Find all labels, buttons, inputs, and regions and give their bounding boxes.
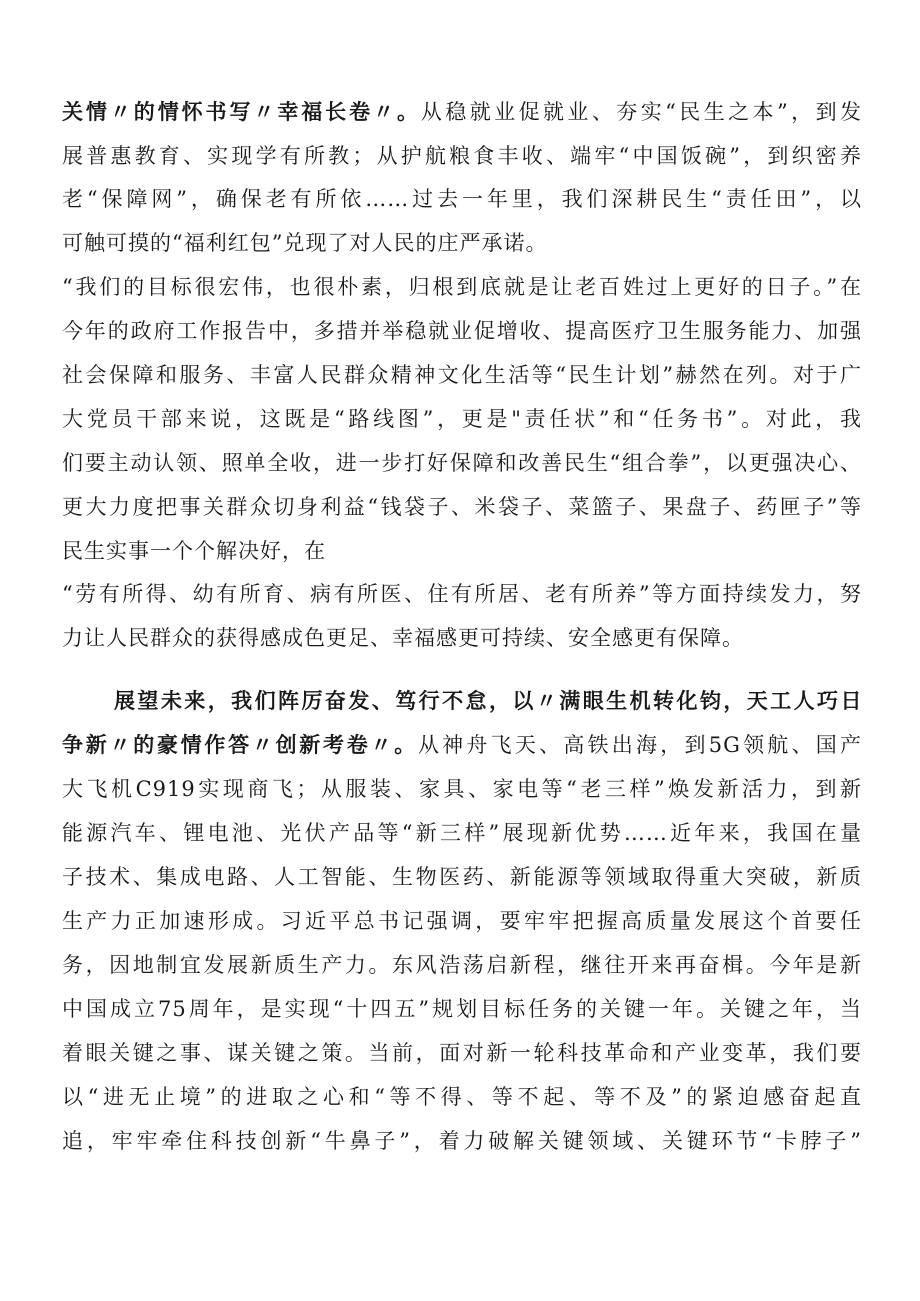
body-text: 更大力度把事关群众切身利益“钱袋子、米袋子、菜篮子、果盘子、药匣子”等 bbox=[62, 495, 862, 519]
body-text: 们要主动认领、照单全收，进一步打好保障和改善民生“组合拳”，以更强决心、 bbox=[62, 451, 862, 475]
paragraph-2-line-6 bbox=[62, 492, 862, 522]
body-text: 中国成立75周年，是实现“十四五”规划目标任务的关键一年。关键之年，当 bbox=[62, 997, 862, 1021]
paragraph-2-line-3 bbox=[62, 360, 862, 390]
body-text: 生产力正加速形成。习近平总书记强调，要牢牢把握高质量发展这个首要任 bbox=[62, 909, 862, 933]
paragraph-3-line-2 bbox=[62, 730, 862, 760]
paragraph-2-line-8 bbox=[62, 579, 862, 609]
bold-heading-text: 展望未来，我们阵厉奋发、笃行不怠，以〃满眼生机转化钧，天工人巧日 bbox=[114, 689, 862, 713]
bold-heading-text: 争新〃的豪情作答〃创新考卷〃。 bbox=[62, 733, 418, 757]
paragraph-3-line-7 bbox=[62, 950, 862, 980]
paragraph-3-line-5 bbox=[62, 862, 862, 892]
body-text: 今年的政府工作报告中，多措并举稳就业促增收、提高医疗卫生服务能力、加强 bbox=[62, 319, 862, 343]
paragraph-3-line-8 bbox=[62, 994, 862, 1024]
body-text: 务，因地制宜发展新质生产力。东风浩荡启新程，继往开来再奋楫。今年是新 bbox=[62, 953, 862, 977]
body-text: 大飞机C919实现商飞；从服装、家具、家电等“老三样”焕发新活力，到新 bbox=[62, 777, 862, 801]
body-text: “劳有所得、幼有所育、病有所医、住有所居、老有所养”等方面持续发力，努 bbox=[62, 582, 862, 606]
body-text: 子技术、集成电路、人工智能、生物医药、新能源等领域取得重大突破，新质 bbox=[62, 865, 862, 889]
body-text: 力让人民群众的获得感成色更足、幸福感更可持续、安全感更有保障。 bbox=[62, 626, 744, 650]
paragraph-3-line-9 bbox=[62, 1038, 862, 1068]
body-text: 追，牢牢牵住科技创新“牛鼻子”，着力破解关键领域、关键环节“卡脖子” bbox=[62, 1129, 862, 1153]
paragraph-1-line-4 bbox=[62, 228, 862, 258]
paragraph-1-line-3 bbox=[62, 184, 862, 214]
body-text: 社会保障和服务、丰富人民群众精神文化生活等“民生计划”赫然在列。对于广 bbox=[62, 363, 862, 387]
body-text: 从稳就业促就业、夯实“民生之本”，到发 bbox=[420, 100, 862, 124]
body-text: 老“保障网”，确保老有所依……过去一年里，我们深耕民生“责任田”，以 bbox=[62, 187, 862, 211]
paragraph-3-line-3 bbox=[62, 774, 862, 804]
paragraph-2-line-2 bbox=[62, 316, 862, 346]
paragraph-2-line-1 bbox=[62, 272, 862, 302]
paragraph-1-line-1 bbox=[62, 97, 862, 127]
paragraph-2-line-9 bbox=[62, 623, 862, 653]
body-text: 从神舟飞天、高铁出海，到5G领航、国产 bbox=[417, 733, 862, 757]
body-text: 能源汽车、锂电池、光伏产品等“新三样”展现新优势……近年来，我国在量 bbox=[62, 821, 862, 845]
body-text: 可触可摸的“福利红包”兑现了对人民的庄严承诺。 bbox=[62, 231, 548, 255]
paragraph-3-line-10 bbox=[62, 1082, 862, 1112]
body-text: 以“进无止境”的进取之心和“等不得、等不起、等不及”的紧迫感奋起直 bbox=[62, 1085, 862, 1109]
bold-heading-text: 关情〃的情怀书写〃幸福长卷〃。 bbox=[62, 100, 421, 124]
body-text: 展普惠教育、实现学有所教；从护航粮食丰收、端牢“中国饭碗”，到织密养 bbox=[62, 144, 862, 168]
body-text: 大党员干部来说，这既是“路线图”，更是"责任状”和“任务书”。对此，我 bbox=[62, 407, 862, 431]
body-text: 着眼关键之事、谋关键之策。当前，面对新一轮科技革命和产业变革，我们要 bbox=[62, 1041, 862, 1065]
paragraph-3-line-6 bbox=[62, 906, 862, 936]
paragraph-2-line-7 bbox=[62, 536, 862, 566]
paragraph-1-line-2 bbox=[62, 141, 862, 171]
paragraph-2-line-5 bbox=[62, 448, 862, 478]
paragraph-3-line-4 bbox=[62, 818, 862, 848]
body-text: 民生实事一个个解决好，在 bbox=[62, 539, 326, 563]
paragraph-2-line-4 bbox=[62, 404, 862, 434]
paragraph-3-line-1 bbox=[114, 686, 862, 716]
body-text: “我们的目标很宏伟，也很朴素，归根到底就是让老百姓过上更好的日子。”在 bbox=[62, 275, 862, 299]
paragraph-3-line-11 bbox=[62, 1126, 862, 1156]
